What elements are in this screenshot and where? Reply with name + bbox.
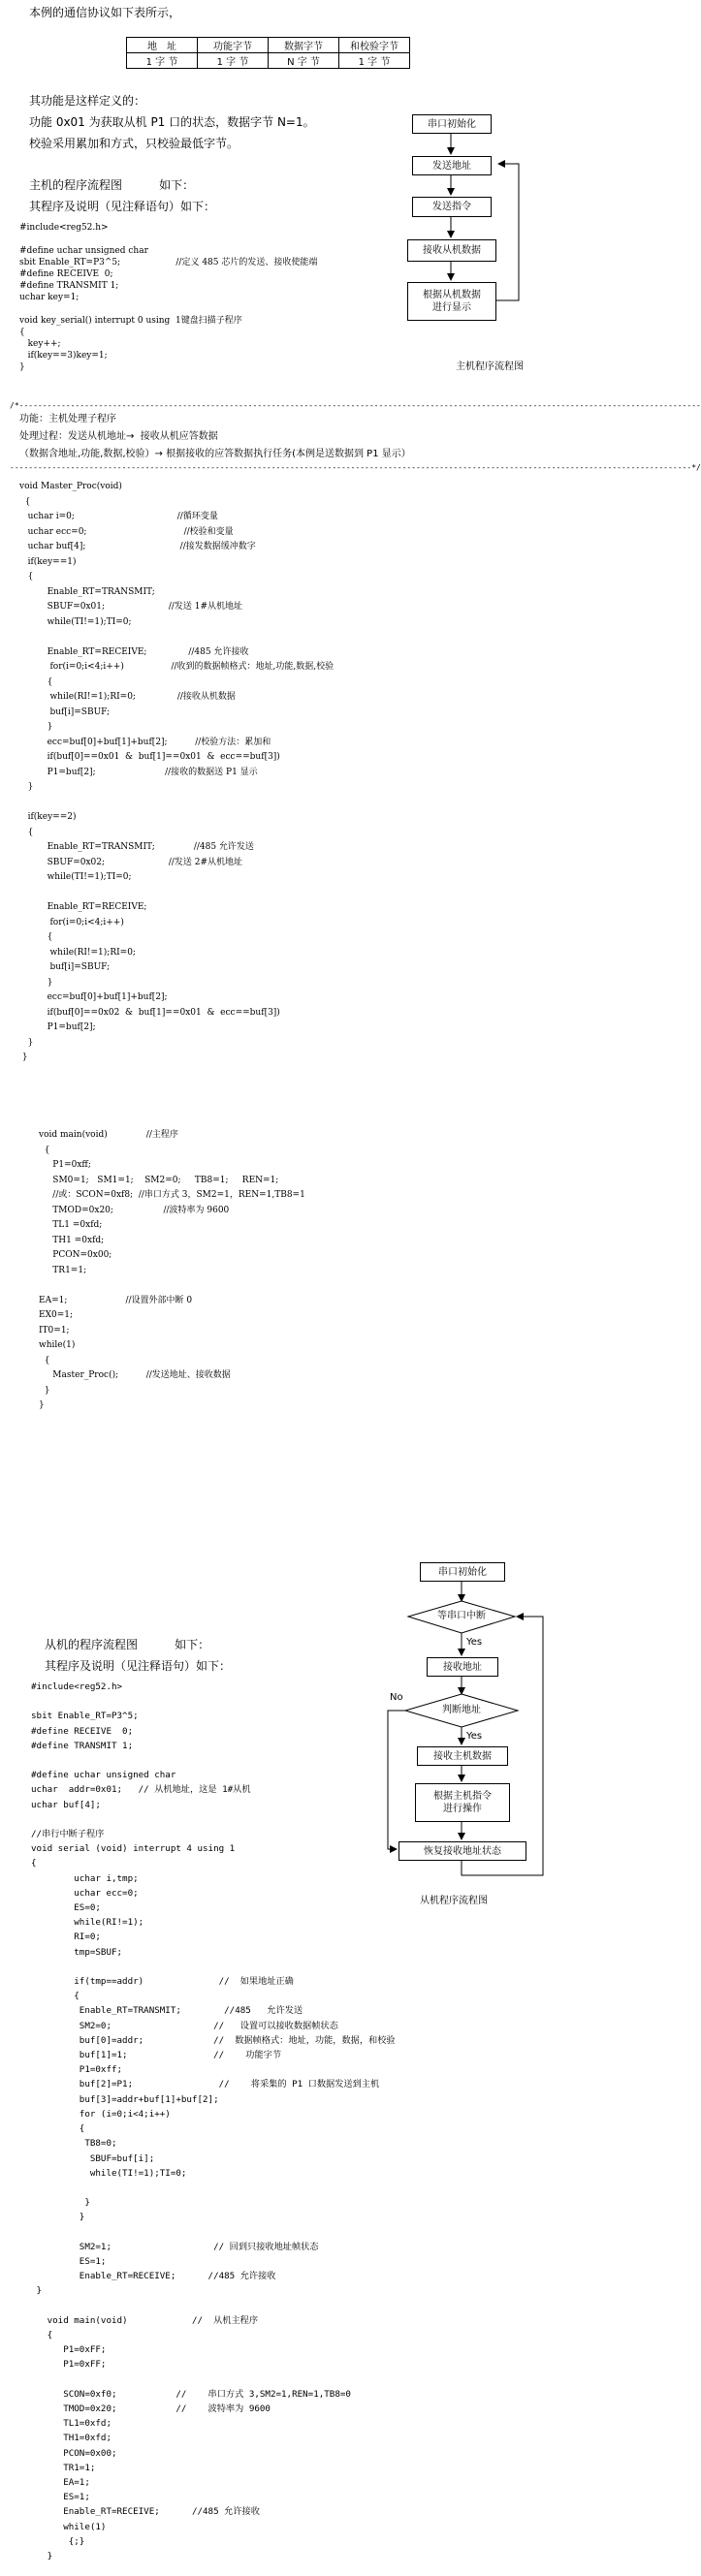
slave-wait-label: 等串口中断 bbox=[437, 1611, 486, 1621]
code-line: while(RI!=1);RI=0; //接收从机数据 bbox=[19, 692, 236, 702]
flow-box-send-addr: 发送地址 bbox=[412, 156, 492, 175]
code-line: ES=1; bbox=[31, 2255, 107, 2267]
code-line: uchar key=1; bbox=[19, 293, 80, 302]
code-line: for (i=0;i<4;i++) bbox=[31, 2108, 171, 2120]
code-line bbox=[19, 886, 334, 901]
slave-box-exec: 根据主机指令 进行操作 bbox=[415, 1783, 510, 1822]
master-comment-line: 功能：主机处理子程序 bbox=[19, 414, 116, 424]
code-line: P1=buf[2]; bbox=[19, 1022, 96, 1032]
slave-code bbox=[31, 1680, 396, 2563]
slave-box-restore: 恢复接收地址状态 bbox=[398, 1841, 526, 1861]
code-line: SM2=1; // 回到只接收地址帧状态 bbox=[31, 2241, 319, 2252]
code-line: Enable_RT=TRANSMIT; bbox=[19, 586, 155, 597]
code-line bbox=[31, 1753, 396, 1768]
code-line: void main(void) // 从机主程序 bbox=[31, 2314, 259, 2326]
code-line: TH1=0xfd; bbox=[31, 2433, 112, 2444]
code-line: #define uchar unsigned char bbox=[19, 246, 148, 256]
table-cell: 1 字 节 bbox=[127, 53, 198, 69]
code-line: uchar ecc=0; //校验和变量 bbox=[19, 526, 234, 537]
code-line: void main(void) //主程序 bbox=[39, 1130, 178, 1140]
code-line: { bbox=[19, 496, 31, 507]
code-line: for(i=0;i<4;i++) bbox=[19, 917, 124, 927]
code-line: IT0=1; bbox=[39, 1325, 70, 1335]
code-line: uchar buf[4]; bbox=[31, 1799, 101, 1810]
code-line: void key_serial() interrupt 0 using 1键盘扫描子程序 bbox=[19, 316, 242, 326]
code-line: { bbox=[19, 572, 34, 581]
code-line: {;} bbox=[31, 2535, 85, 2547]
master-comment-line: （数据含地址,功能,数据,校验）→ 根据接收的应答数据执行任务(本例是送数据到 P1 显示） bbox=[19, 449, 411, 459]
code-line: sbit Enable_RT=P3^5; bbox=[31, 1711, 139, 1722]
code-line: SM0=1; SM1=1; SM2=0; TB8=1; REN=1; bbox=[39, 1175, 279, 1185]
slave-box-init: 串口初始化 bbox=[420, 1562, 505, 1582]
slave-box-recv-addr: 接收地址 bbox=[427, 1657, 498, 1677]
code-line: TR1=1; bbox=[31, 2462, 96, 2473]
comment-close: --------------------------------------------------------------------------------------------------------------------------------------------------*/ bbox=[10, 463, 701, 472]
code-line bbox=[31, 2372, 396, 2387]
code-line: buf[1]=1; // 功能字节 bbox=[31, 2050, 282, 2061]
code-line: tmp=SBUF; bbox=[31, 1946, 123, 1958]
master-flow-heading: 主机的程序流程图 如下： bbox=[29, 178, 195, 192]
code-line: P1=0xff; bbox=[31, 2064, 123, 2076]
flow-box-init: 串口初始化 bbox=[412, 114, 492, 134]
code-line: TL1=0xfd; bbox=[31, 2418, 112, 2430]
code-line: Enable_RT=TRANSMIT; //485 允许发送 bbox=[31, 2005, 303, 2017]
code-line: #define RECEIVE 0; bbox=[31, 1725, 134, 1737]
code-line: buf[i]=SBUF; bbox=[19, 707, 111, 717]
code-line: EA=1; bbox=[31, 2476, 90, 2488]
code-line bbox=[31, 2299, 396, 2313]
code-line: SCON=0xf0; // 串口方式 3,SM2=1,REN=1,TB8=0 bbox=[31, 2388, 351, 2400]
code-line: ecc=buf[0]+buf[1]+buf[2]; bbox=[19, 992, 168, 1002]
code-line: void Master_Proc(void) bbox=[19, 482, 122, 491]
code-line: ecc=buf[0]+buf[1]+buf[2]; //校验方法：累加和 bbox=[19, 737, 271, 747]
code-line: buf[3]=addr+buf[1]+buf[2]; bbox=[31, 2093, 219, 2105]
code-line: { bbox=[39, 1355, 50, 1366]
slave-code-heading: 其程序及说明（见注释语句）如下： bbox=[45, 1659, 232, 1673]
yes-label: Yes bbox=[466, 1637, 483, 1648]
code-line: } bbox=[31, 2285, 43, 2297]
code-line: uchar buf[4]; //接发数据缓冲数字 bbox=[19, 542, 256, 551]
code-line: #define TRANSMIT 1; bbox=[31, 1740, 134, 1751]
code-line: while(RI!=1); bbox=[31, 1917, 144, 1929]
code-line: EA=1; //设置外部中断 0 bbox=[39, 1295, 193, 1305]
code-line: TMOD=0x20; //波特率为 9600 bbox=[39, 1205, 230, 1215]
code-line: } bbox=[39, 1385, 50, 1396]
code-line bbox=[39, 1278, 305, 1294]
code-line: { bbox=[19, 827, 34, 837]
flow-box-recv: 接收从机数据 bbox=[407, 239, 496, 262]
code-line: } bbox=[19, 1052, 28, 1062]
master-comment-line: 处理过程：发送从机地址→ 接收从机应答数据 bbox=[19, 431, 218, 442]
code-line: uchar addr=0x01; // 从机地址，这是 1#从机 bbox=[31, 1784, 251, 1796]
code-line: { bbox=[19, 328, 25, 337]
code-line: Master_Proc(); //发送地址、接收数据 bbox=[39, 1370, 231, 1380]
code-line bbox=[19, 630, 334, 645]
slave-flow-heading: 从机的程序流程图 如下： bbox=[45, 1638, 210, 1651]
code-line: #define RECEIVE 0; bbox=[19, 269, 113, 279]
code-line: Enable_RT=RECEIVE; bbox=[19, 902, 147, 912]
code-line: if(buf[0]==0x01 & buf[1]==0x01 & ecc==buf[3]) bbox=[19, 752, 280, 762]
code-line: if(buf[0]==0x02 & buf[1]==0x01 & ecc==buf[3]) bbox=[19, 1007, 280, 1018]
code-line: SBUF=buf[i]; bbox=[31, 2152, 155, 2164]
intro-text: 本例的通信协议如下表所示， bbox=[29, 6, 181, 19]
code-line: uchar i=0; //循环变量 bbox=[19, 512, 218, 521]
code-line: } bbox=[31, 2550, 53, 2561]
code-line: { bbox=[31, 1991, 80, 2002]
code-line bbox=[31, 1960, 396, 1974]
table-cell: 1 字 节 bbox=[339, 53, 410, 69]
slave-box-recv-cmd: 接收主机数据 bbox=[417, 1746, 508, 1766]
code-line: key++; bbox=[19, 339, 61, 349]
code-line: PCON=0x00; bbox=[39, 1250, 112, 1260]
table-header-cell: 和校验字节 bbox=[339, 38, 410, 53]
code-line: if(key==2) bbox=[19, 812, 77, 822]
code-line: buf[0]=addr; // 数据帧格式：地址，功能，数据，和校验 bbox=[31, 2034, 396, 2046]
master-code-heading: 其程序及说明（见注释语句）如下： bbox=[29, 200, 216, 213]
code-line: uchar i,tmp; bbox=[31, 1872, 139, 1884]
code-line: #define TRANSMIT 1; bbox=[19, 281, 119, 291]
flow-box-send-cmd: 发送指令 bbox=[412, 197, 492, 217]
code-line: while(TI!=1);TI=0; bbox=[19, 872, 132, 882]
code-line: SBUF=0x02; //发送 2#从机地址 bbox=[19, 857, 243, 867]
code-line: sbit Enable_RT=P3^5; //定义 485 芯片的发送、接收使能端 bbox=[19, 258, 318, 267]
code-line: { bbox=[31, 2123, 85, 2135]
yes-label: Yes bbox=[466, 1731, 483, 1742]
code-line: } bbox=[31, 2197, 90, 2209]
code-line bbox=[31, 1694, 396, 1709]
flow-box-display: 根据从机数据 进行显示 bbox=[407, 282, 496, 321]
code-line: uchar ecc=0; bbox=[31, 1887, 139, 1899]
code-line: } bbox=[19, 1037, 34, 1048]
code-line: TL1 =0xfd; bbox=[39, 1220, 103, 1230]
code-line: P1=0xFF; bbox=[31, 2344, 107, 2356]
code-line: P1=buf[2]; //接收的数据送 P1 显示 bbox=[19, 767, 258, 777]
code-line: buf[2]=P1; // 将采集的 P1 口数据发送到主机 bbox=[31, 2079, 380, 2090]
code-line: { bbox=[31, 2329, 53, 2340]
code-line: while(TI!=1);TI=0; bbox=[31, 2167, 187, 2179]
code-line: } bbox=[19, 362, 25, 372]
code-line: SM2=0; // 设置可以接收数据帧状态 bbox=[31, 2020, 338, 2031]
code-line: { bbox=[39, 1145, 50, 1155]
code-line: if(key==3)key=1; bbox=[19, 351, 108, 361]
code-line: Enable_RT=RECEIVE; //485 允许接收 bbox=[31, 2506, 260, 2518]
code-line: #define uchar unsigned char bbox=[31, 1770, 176, 1781]
code-line: ES=1; bbox=[31, 2492, 90, 2503]
code-line: TB8=0; bbox=[31, 2138, 117, 2150]
code-line: void serial (void) interrupt 4 using 1 bbox=[31, 1843, 236, 1855]
no-label: No bbox=[390, 1692, 403, 1703]
code-line: { bbox=[31, 1858, 37, 1869]
table-header-cell: 功能字节 bbox=[198, 38, 269, 53]
code-line: TMOD=0x20; // 波特率为 9600 bbox=[31, 2403, 271, 2414]
code-line: { bbox=[19, 676, 53, 687]
func-desc-line: 功能 0x01 为获取从机 P1 口的状态，数据字节 N=1。 bbox=[29, 115, 315, 129]
code-line: for(i=0;i<4;i++) //收到的数据帧格式：地址,功能,数据,校验 bbox=[19, 662, 335, 672]
code-line: //串行中断子程序 bbox=[31, 1829, 105, 1840]
table-cell: N 字 节 bbox=[269, 53, 339, 69]
code-line: Enable_RT=RECEIVE; //485 允许接收 bbox=[19, 646, 249, 657]
code-line: buf[i]=SBUF; bbox=[19, 962, 111, 972]
func-desc-line: 校验采用累加和方式，只校验最低字节。 bbox=[29, 137, 239, 150]
code-line bbox=[31, 1812, 396, 1827]
table-header-cell: 数据字节 bbox=[269, 38, 339, 53]
func-desc-title: 其功能是这样定义的： bbox=[29, 94, 146, 108]
code-line: #include<reg52.h> bbox=[19, 223, 109, 233]
code-line: PCON=0x00; bbox=[31, 2447, 117, 2459]
slave-judge-label: 判断地址 bbox=[442, 1705, 481, 1715]
code-line bbox=[31, 2225, 396, 2240]
code-line: while(TI!=1);TI=0; bbox=[19, 616, 132, 627]
table-header-cell: 地 址 bbox=[127, 38, 198, 53]
code-line: TH1 =0xfd; bbox=[39, 1235, 105, 1245]
comment-open: /*-------------------------------------------------------------------------------------------------------------------------------------------------- bbox=[10, 401, 701, 410]
code-line: ES=0; bbox=[31, 1902, 101, 1914]
slave-flow-caption: 从机程序流程图 bbox=[420, 1896, 488, 1906]
code-line: P1=0xFF; bbox=[31, 2359, 107, 2371]
code-line: while(RI!=1);RI=0; bbox=[19, 947, 136, 958]
code-line: RI=0; bbox=[31, 1932, 101, 1943]
code-line: EX0=1; bbox=[39, 1310, 74, 1320]
code-line: while(1) bbox=[39, 1340, 76, 1350]
code-line: TR1=1; bbox=[39, 1265, 87, 1275]
code-line: { bbox=[19, 932, 53, 942]
code-line bbox=[31, 2181, 396, 2195]
code-line: } bbox=[39, 1400, 45, 1410]
code-line: P1=0xff; bbox=[39, 1160, 91, 1170]
master-flow-caption: 主机程序流程图 bbox=[456, 361, 524, 372]
code-line: } bbox=[19, 782, 34, 792]
code-line: } bbox=[31, 2212, 85, 2223]
code-line: } bbox=[19, 977, 53, 988]
code-line: Enable_RT=TRANSMIT; //485 允许发送 bbox=[19, 842, 254, 852]
code-line: Enable_RT=RECEIVE; //485 允许接收 bbox=[31, 2271, 276, 2282]
master-proc-code bbox=[19, 480, 334, 1066]
table-cell: 1 字 节 bbox=[198, 53, 269, 69]
code-line: SBUF=0x01; //发送 1#从机地址 bbox=[19, 602, 243, 612]
code-line: } bbox=[19, 722, 53, 732]
code-line: if(tmp==addr) // 如果地址正确 bbox=[31, 1976, 294, 1988]
code-line: #include<reg52.h> bbox=[31, 1681, 123, 1692]
master-main-code bbox=[39, 1128, 305, 1414]
code-line: while(1) bbox=[31, 2521, 107, 2532]
code-line: //或：SCON=0xf8; //串口方式 3，SM2=1，REN=1,TB8=1 bbox=[39, 1190, 305, 1200]
code-line bbox=[19, 796, 334, 811]
code-line: if(key==1) bbox=[19, 556, 77, 567]
